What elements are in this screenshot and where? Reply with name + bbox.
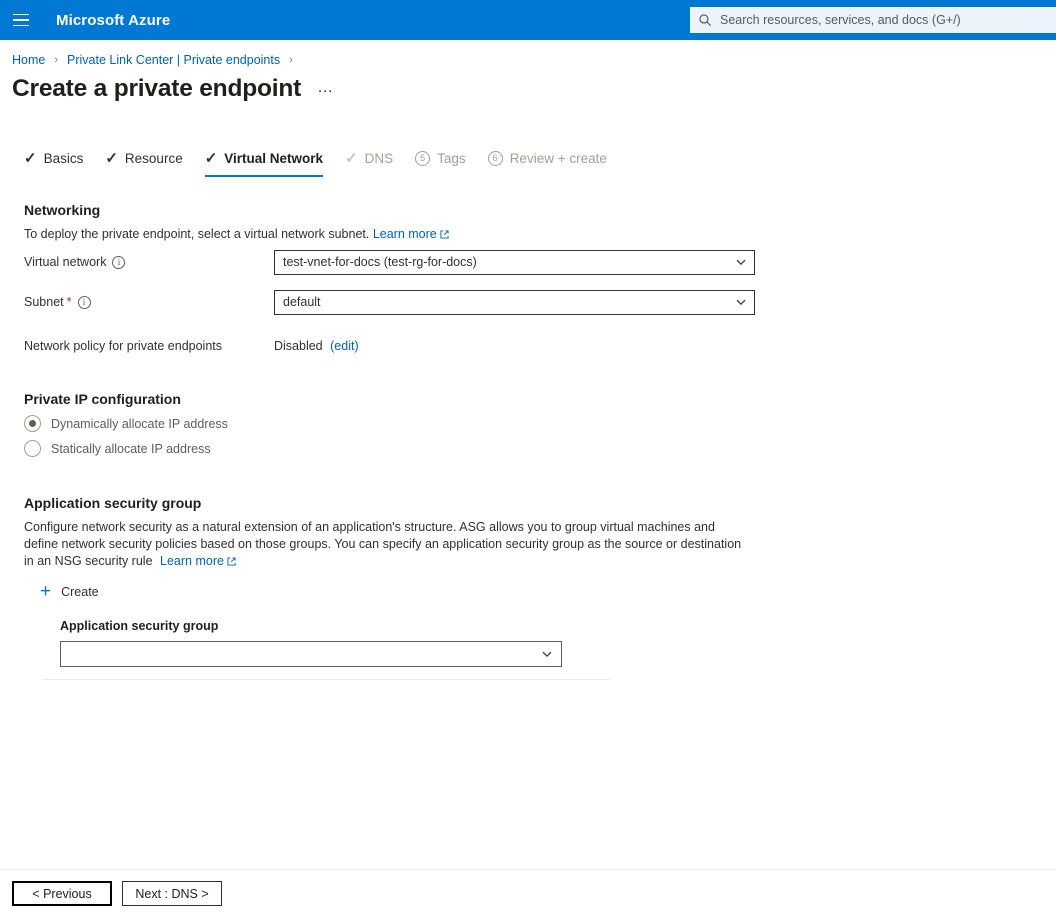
tab-review-create-label: Review + create [509,150,607,166]
main-content [0,202,1056,680]
virtual-network-label: Virtual network [24,255,107,269]
search-input[interactable] [712,12,1056,28]
radio-button-icon [24,415,41,432]
breadcrumb [0,40,1056,67]
asg-heading: Application security group [24,495,202,511]
private-ip-heading: Private IP configuration [24,391,181,407]
page-header [0,67,1056,103]
tab-virtual-network[interactable] [205,143,323,177]
tab-basics[interactable] [24,143,83,177]
asg-description-text: Configure network security as a natural extension of an application's structure. ASG allows you to group virtual machines and define network security policies based on those groups. You can specify an application security group as the source or destination in an NSG security rule [24,520,742,568]
tab-resource-label: Resource [124,150,183,166]
chevron-down-icon [735,256,747,268]
asg-learn-more-link[interactable]: Learn more [160,554,224,568]
more-actions-button[interactable]: … [317,79,335,96]
plus-icon: + [40,581,52,602]
virtual-network-field [24,249,1032,275]
radio-button-icon [24,440,41,457]
asg-create-button[interactable] [40,582,99,601]
virtual-network-select[interactable] [274,250,755,275]
tab-dns-label: DNS [364,150,394,166]
check-icon: ✓ [24,150,37,167]
virtual-network-label-wrap [24,255,274,269]
radio-static-ip-label: Statically allocate IP address [51,441,211,456]
external-link-icon [440,230,449,239]
asg-create-label: Create [61,584,99,599]
networking-description-text: To deploy the private endpoint, select a virtual network subnet. [24,227,370,241]
search-icon [698,13,712,27]
tab-dns[interactable] [345,143,393,177]
network-policy-value-wrap [274,339,359,353]
virtual-network-value: test-vnet-for-docs (test-rg-for-docs) [283,255,477,269]
asg-description [24,519,746,570]
tab-tags[interactable] [415,143,466,177]
asg-field-label: Application security group [60,619,219,633]
radio-dynamic-ip[interactable] [24,415,1032,432]
networking-heading: Networking [24,202,101,218]
page-title: Create a private endpoint [12,75,302,102]
tab-virtual-network-label: Virtual Network [224,150,324,166]
radio-static-ip[interactable] [24,440,1032,457]
subnet-value: default [283,295,321,309]
asg-field-block [42,619,1032,680]
step-number-icon: 5 [415,151,430,166]
previous-button[interactable]: < Previous [12,881,112,906]
tab-tags-label: Tags [437,150,466,166]
subnet-field [24,289,1032,315]
network-policy-value: Disabled [274,339,323,353]
check-icon: ✓ [105,150,118,167]
wizard-tabs [24,143,1056,177]
wizard-footer [0,869,1056,917]
external-link-icon [227,557,236,566]
chevron-down-icon [735,296,747,308]
global-search-box[interactable] [690,7,1056,33]
subnet-label-wrap [24,295,274,309]
check-icon: ✓ [204,150,218,167]
asg-select[interactable] [60,641,562,667]
check-icon: ✓ [345,150,358,167]
next-dns-button[interactable]: Next : DNS > [122,881,222,906]
hamburger-menu-icon[interactable] [0,0,42,40]
azure-brand-label[interactable]: Microsoft Azure [56,11,171,29]
radio-dynamic-ip-label: Dynamically allocate IP address [51,416,228,431]
info-icon[interactable]: i [78,296,91,309]
required-marker: * [66,295,72,309]
networking-learn-more-link[interactable]: Learn more [372,227,437,241]
chevron-down-icon [541,648,553,660]
subnet-label: Subnet [24,295,64,309]
breadcrumb-item-home[interactable]: Home [12,53,46,67]
tab-resource[interactable] [105,143,182,177]
network-policy-field [24,333,1032,359]
network-policy-label: Network policy for private endpoints [24,339,223,353]
network-policy-edit-link[interactable]: (edit) [330,339,359,353]
chevron-right-icon: › [289,54,293,66]
tab-review-create[interactable] [488,143,607,177]
subnet-select[interactable] [274,290,755,315]
networking-description [24,226,1032,243]
tab-basics-label: Basics [43,150,84,166]
asg-field-row [42,641,610,680]
step-number-icon: 6 [488,151,503,166]
top-navigation-bar [0,0,1056,40]
chevron-right-icon: › [54,54,59,66]
breadcrumb-item-private-link-center[interactable]: Private Link Center | Private endpoints [67,53,281,67]
info-icon[interactable]: i [112,256,125,269]
